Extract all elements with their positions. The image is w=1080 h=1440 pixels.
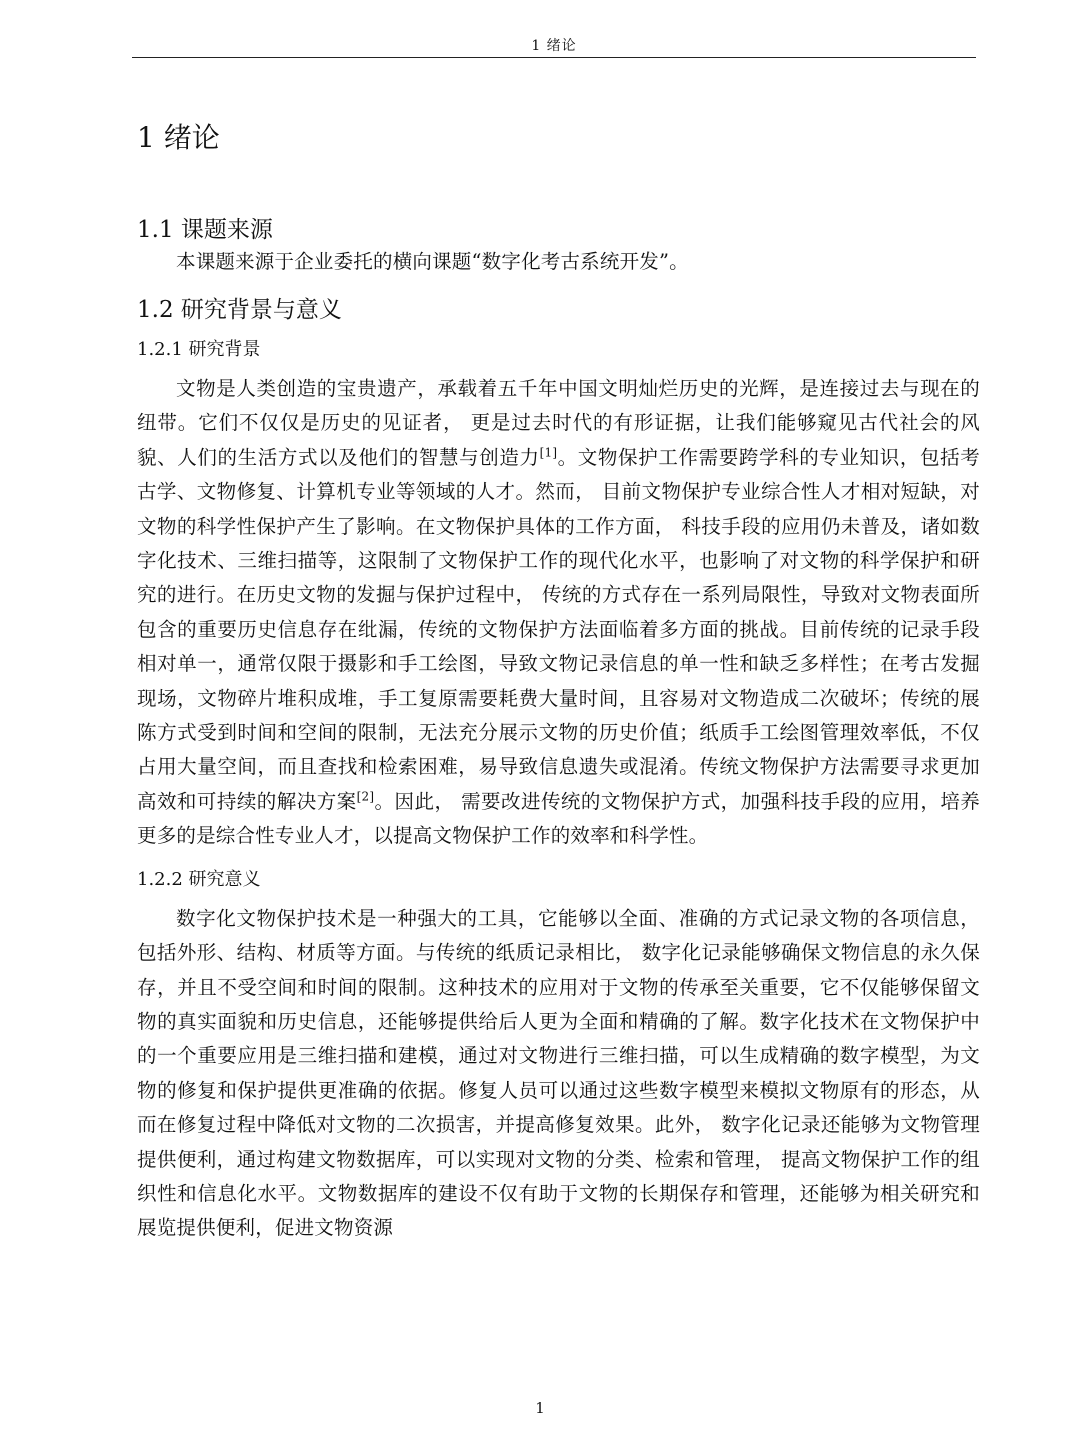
page-content [137,118,980,1246]
paragraph-text: 。因此， 需要改进传统的文物保护方式，加强科技手段的应用，培养更多的是综合性专业人才，以提高文物保护工作的效率和科学性。 [137,789,980,848]
paragraph-text: 文物是人类创造的宝贵遗产，承载着五千年中国文明灿烂历史的光辉，是连接过去与现在的纽带。它们不仅仅是历史的见证者， 更是过去时代的有形证据，让我们能够窥见古代社会的风貌、人们的生活方式以及他们的智慧与创造力 [137,377,980,469]
subsection-1-2-2-paragraph: 数字化文物保护技术是一种强大的工具，它能够以全面、准确的方式记录文物的各项信息，包括外形、结构、材质等方面。与传统的纸质记录相比， 数字化记录能够确保文物信息的永久保存，并且不受空间和时间的限制。这种技术的应用对于文物的传承至关重要，它不仅能够保留文物的真实面貌和历史信息，还能够提供给后人更为全面和精确的了解。数字化技术在文物保护中的一个重要应用是三维扫描和建模，通过对文物进行三维扫描，可以生成精确的数字模型，为文物的修复和保护提供更准确的依据。修复人员可以通过这些数字模型来模拟文物原有的形态，从而在修复过程中降低对文物的二次损害，并提高修复效果。此外， 数字化记录还能够为文物管理提供便利，通过构建文物数据库，可以实现对文物的分类、检索和管理， 提高文物保护工作的组织性和信息化水平。文物数据库的建设不仅有助于文物的长期保存和管理，还能够为相关研究和展览提供便利，促进文物资源 [137,906,980,1240]
citation-2: [2] [356,789,375,804]
running-header: 1 绪论 [531,38,577,54]
section-title-1-2: 1.2 研究背景与意义 [137,297,342,323]
subsection-title-1-2-2: 1.2.2 研究意义 [137,868,261,890]
paragraph-text: 。文物保护工作需要跨学科的专业知识，包括考古学、文物修复、计算机专业等领域的人才。然而， 目前文物保护专业综合性人才相对短缺，对文物的科学性保护产生了影响。在文物保护具体的工作方面， 科技手段的应用仍未普及，诸如数字化技术、三维扫描等，这限制了文物保护工作的现代化水平，也影响了对文物的科学保护和研究的进行。在历史文物的发掘与保护过程中， 传统的方式存在一系列局限性，导致对文物表面所包含的重要历史信息存在纰漏，传统的文物保护方法面临着多方面的挑战。目前传统的记录手段相对单一，通常仅限于摄影和手工绘图，导致文物记录信息的单一性和缺乏多样性；在考古发掘现场，文物碎片堆积成堆，手工复原需要耗费大量时间，且容易对文物造成二次破坏；传统的展陈方式受到时间和空间的限制，无法充分展示文物的历史价值；纸质手工绘图管理效率低，不仅占用大量空间，而且查找和检索困难，易导致信息遗失或混淆。传统文物保护方法需要寻求更加高效和可持续的解决方案 [137,445,980,813]
chapter-title: 1 绪论 [137,121,220,154]
subsection-title-1-2-1: 1.2.1 研究背景 [137,339,261,360]
section-title-1-1: 1.1 课题来源 [137,217,273,243]
page-number: 1 [535,1399,545,1417]
header-rule [132,57,976,58]
citation-1: [1] [539,445,558,460]
subsection-1-2-1-paragraph [137,372,980,854]
section-1-1-paragraph: 本课题来源于企业委托的横向课题“数字化考古系统开发”。 [176,250,689,273]
